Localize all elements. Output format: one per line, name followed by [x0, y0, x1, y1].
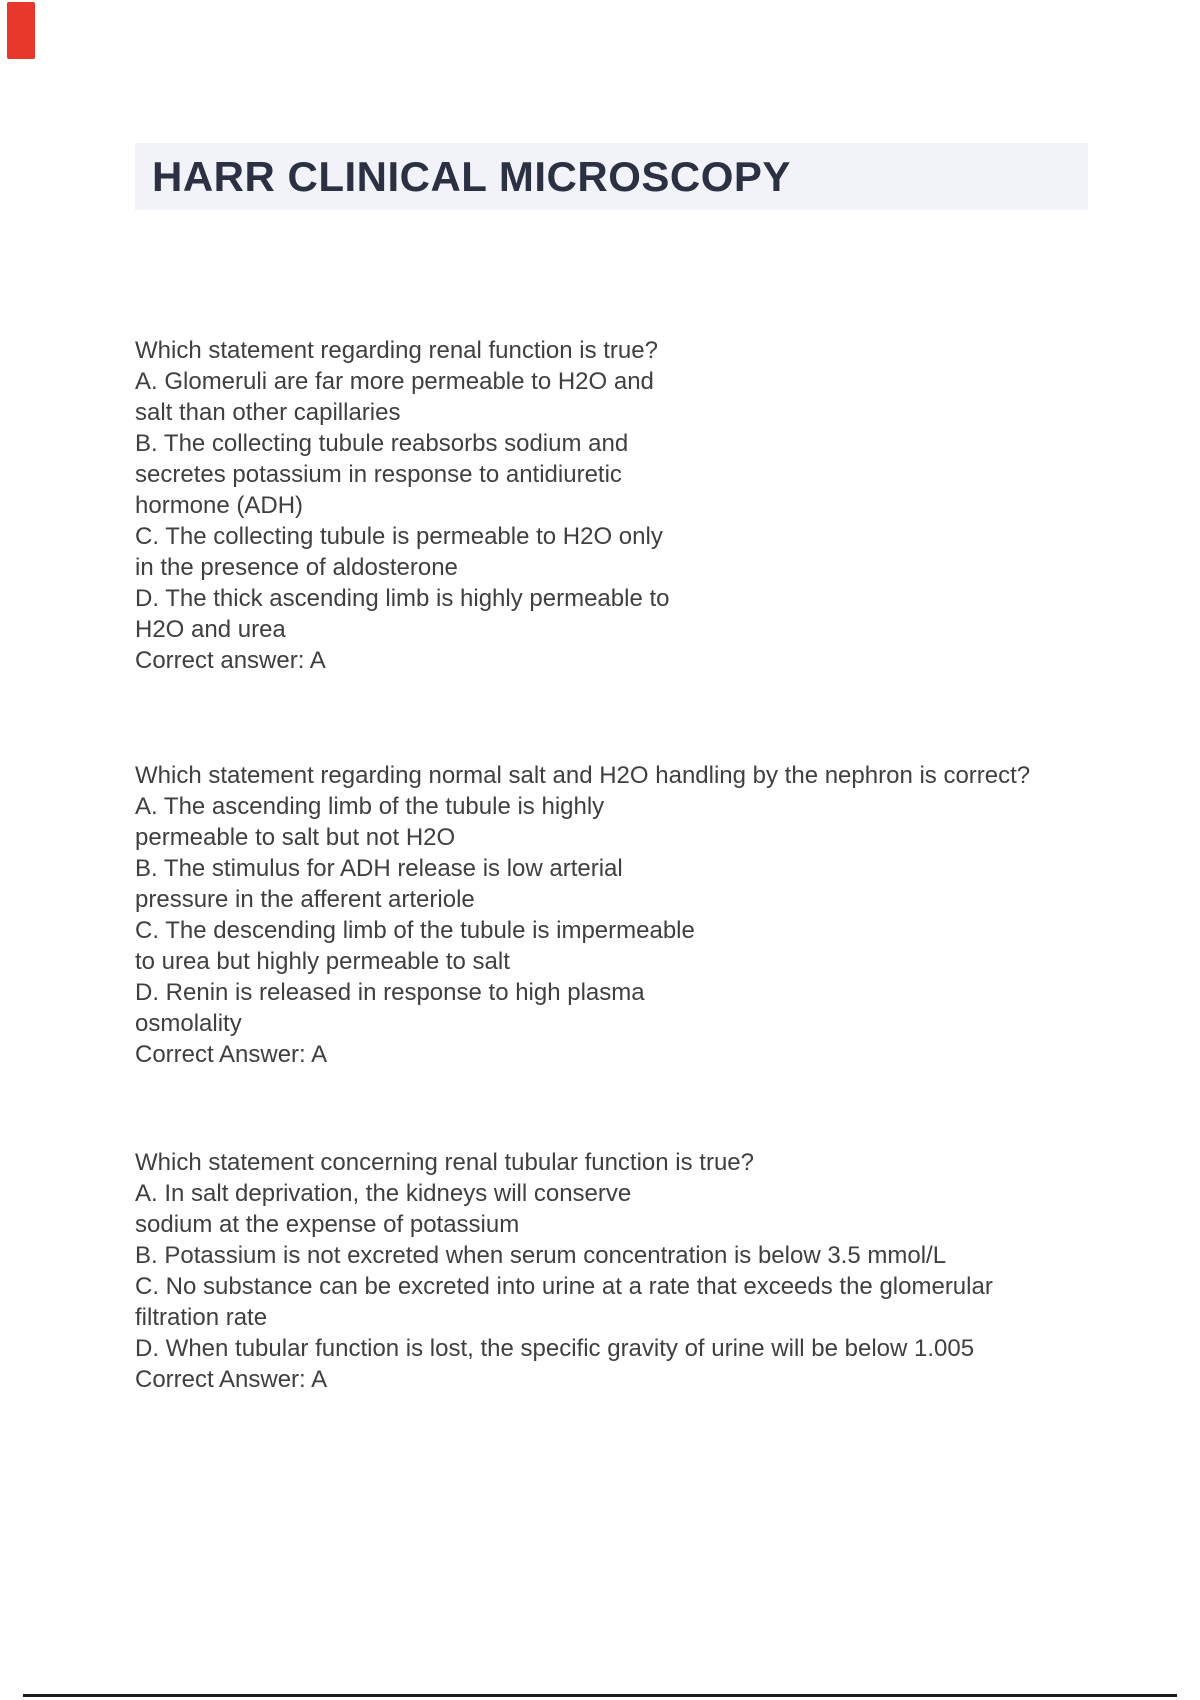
correct-answer: Correct answer: A — [135, 647, 326, 674]
question-text: Which statement regarding normal salt and H2O handling by the nephron is correct? — [135, 762, 1031, 789]
option-c: C. The descending limb of the tubule is impermeable — [135, 917, 695, 944]
title-highlight-band — [135, 143, 1088, 210]
option-d: D. When tubular function is lost, the specific gravity of urine will be below 1.005 — [135, 1335, 975, 1362]
option-c-continued: in the presence of aldosterone — [135, 554, 458, 581]
question-block-1 — [135, 335, 1145, 676]
red-corner-marker — [7, 2, 35, 59]
option-a: A. Glomeruli are far more permeable to H2O and — [135, 368, 654, 395]
page-bottom-divider — [23, 1694, 1177, 1697]
page-title: HARR CLINICAL MICROSCOPY — [152, 153, 791, 200]
question-block-2 — [135, 760, 1145, 1070]
option-c-continued: filtration rate — [135, 1304, 268, 1331]
option-b-continued: pressure in the afferent arteriole — [135, 886, 475, 913]
question-text: Which statement regarding renal function is true? — [135, 337, 658, 364]
option-a-continued: permeable to salt but not H2O — [135, 824, 456, 851]
option-b-continued: secretes potassium in response to antidiuretic — [135, 461, 622, 488]
option-d: D. The thick ascending limb is highly permeable to — [135, 585, 670, 612]
option-d-continued: H2O and urea — [135, 616, 286, 643]
option-b-continued: hormone (ADH) — [135, 492, 304, 519]
question-block-3 — [135, 1147, 1145, 1395]
option-d: D. Renin is released in response to high plasma — [135, 979, 645, 1006]
option-c: C. The collecting tubule is permeable to H2O only — [135, 523, 663, 550]
option-c-continued: to urea but highly permeable to salt — [135, 948, 510, 975]
option-c: C. No substance can be excreted into urine at a rate that exceeds the glomerular — [135, 1273, 993, 1300]
question-text: Which statement concerning renal tubular function is true? — [135, 1149, 754, 1176]
option-a-continued: sodium at the expense of potassium — [135, 1211, 520, 1238]
option-a-continued: salt than other capillaries — [135, 399, 401, 426]
option-a: A. In salt deprivation, the kidneys will conserve — [135, 1180, 632, 1207]
option-d-continued: osmolality — [135, 1010, 242, 1037]
option-a: A. The ascending limb of the tubule is highly — [135, 793, 605, 820]
option-b: B. The stimulus for ADH release is low arterial — [135, 855, 623, 882]
option-b: B. Potassium is not excreted when serum concentration is below 3.5 mmol/L — [135, 1242, 947, 1269]
correct-answer: Correct Answer: A — [135, 1041, 328, 1068]
option-b: B. The collecting tubule reabsorbs sodium and — [135, 430, 629, 457]
correct-answer: Correct Answer: A — [135, 1366, 328, 1393]
